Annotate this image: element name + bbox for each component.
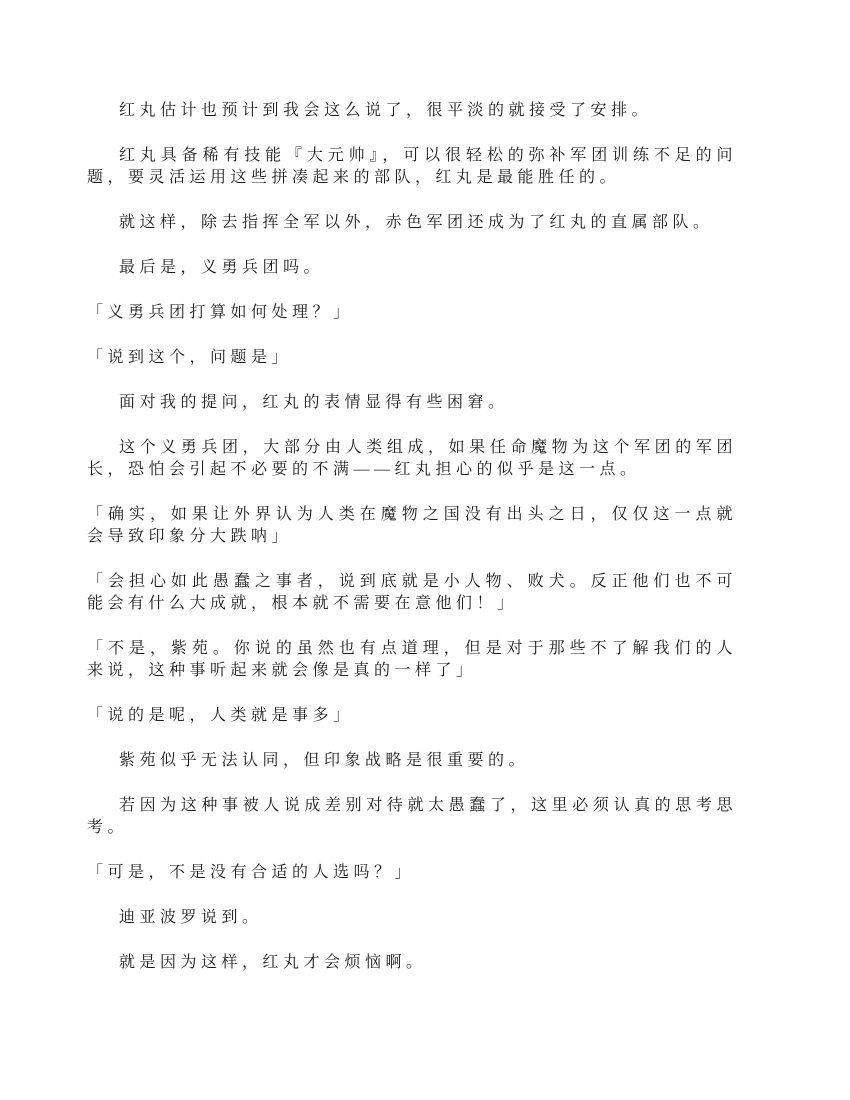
paragraph: 「义勇兵团打算如何处理？」 (87, 304, 354, 321)
paragraph: 「可是，不是没有合适的人选吗？」 (87, 864, 416, 881)
paragraph: 「不是，紫苑。你说的虽然也有点道理，但是对于那些不了解我们的人来说，这种事听起来就会像是真的一样了」 (87, 640, 737, 679)
paragraph: 红丸估计也预计到我会这么说了，很平淡的就接受了安排。 (119, 102, 653, 119)
paragraph: 红丸具备稀有技能『大元帅』，可以很轻松的弥补军团训练不足的问题，要灵活运用这些拼凑起来的部队，红丸是最能胜任的。 (87, 147, 737, 186)
paragraph: 迪亚波罗说到。 (119, 909, 263, 926)
paragraph: 「会担心如此愚蠢之事者，说到底就是小人物、败犬。反正他们也不可能会有什么大成就，根本就不需要在意他们！」 (87, 573, 737, 612)
paragraph: 就这样，除去指挥全军以外，赤色军团还成为了红丸的直属部队。 (119, 214, 714, 231)
paragraph: 就是因为这样，红丸才会烦恼啊。 (119, 954, 427, 971)
paragraph: 紫苑似乎无法认同，但印象战略是很重要的。 (119, 752, 530, 769)
paragraph: 面对我的提问，红丸的表情显得有些困窘。 (119, 394, 509, 411)
paragraph: 「说的是呢，人类就是事多」 (87, 707, 354, 724)
paragraph: 「说到这个，问题是」 (87, 349, 293, 366)
paragraph: 这个义勇兵团，大部分由人类组成，如果任命魔物为这个军团的军团长，恐怕会引起不必要的不满——红丸担心的似乎是这一点。 (87, 439, 737, 478)
paragraph: 最后是，义勇兵团吗。 (119, 259, 325, 276)
paragraph: 若因为这种事被人说成差别对待就太愚蠢了，这里必须认真的思考思考。 (87, 797, 737, 836)
paragraph: 「确实，如果让外界认为人类在魔物之国没有出头之日，仅仅这一点就会导致印象分大跌呐」 (87, 506, 737, 545)
novel-text-block (87, 100, 737, 997)
